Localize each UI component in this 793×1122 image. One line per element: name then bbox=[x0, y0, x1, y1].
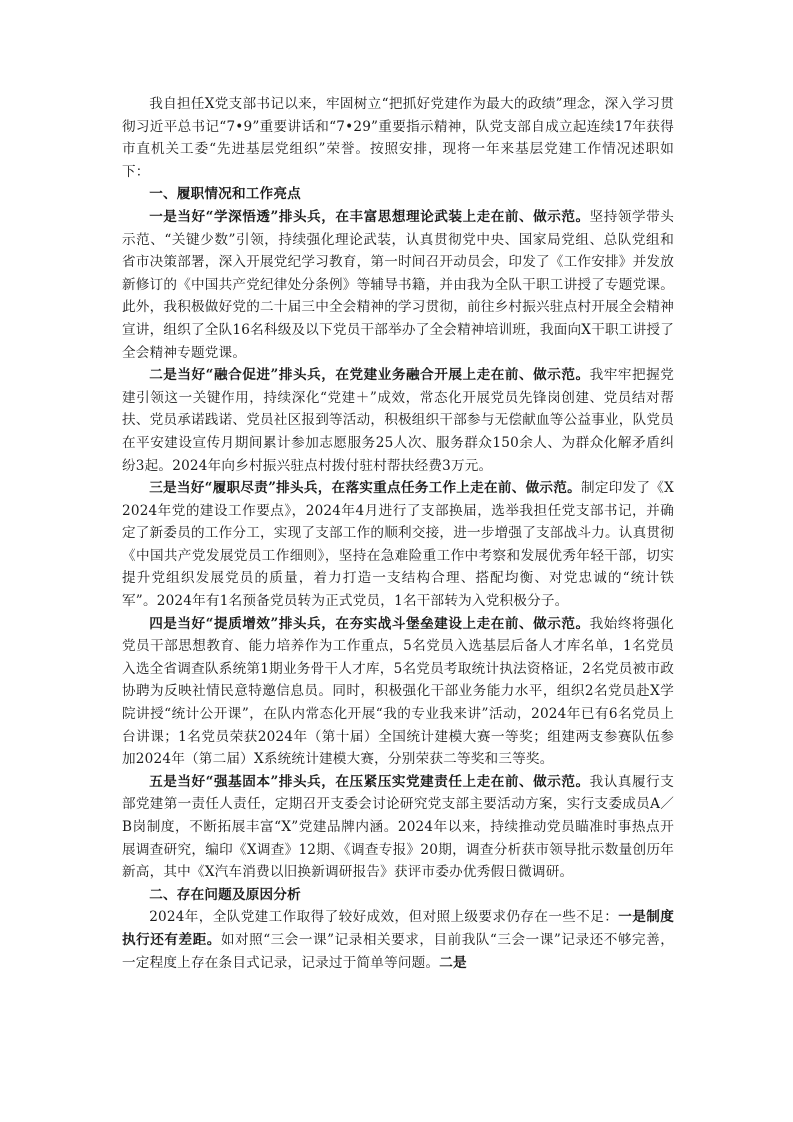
item-5-title: 五是当好“强基固本”排头兵，在压紧压实党建责任上走在前、做示范。 bbox=[149, 773, 590, 790]
problem-1-title: 一是制度执行还有差距。 bbox=[122, 909, 674, 948]
item-2-title: 二是当好“融合促进”排头兵，在党建业务融合开展上走在前、做示范。 bbox=[149, 367, 590, 384]
item-4-body: 我始终将强化党员干部思想教育、能力培养作为工作重点，5名党员入选基层后备人才库名单，1名党员入选全省调查队系统第1期业务骨干人才库，5名党员考取统计执法资格证，2名党员被市政协聘为反映社情民意特邀信息员。同时，积极强化干部业务能力水平，组织2名党员赴X学院讲授“统计公开课”，在队内常态化开展“我的专业我来讲”活动，2024年已有6名党员上台讲课；1名党员荣获2024年（第十届）全国统计建模大赛一等奖；组建两支参赛队伍参加2024年（第二届）X系统统计建模大赛，分别荣获二等奖和三等奖。 bbox=[122, 615, 674, 768]
item-4-paragraph bbox=[122, 613, 674, 771]
item-4-title: 四是当好“提质增效”排头兵，在夯实战斗堡垒建设上走在前、做示范。 bbox=[149, 615, 590, 632]
section-1-heading: 一、履职情况和工作亮点 bbox=[149, 186, 301, 203]
item-5-body: 我认真履行支部党建第一责任人责任，定期召开支委会讨论研究党支部主要活动方案，实行支委成员A／B岗制度，不断拓展丰富“X”党建品牌内涵。2024年以来，持续推动党员瞄准时事热点开展调查研究，编印《X调查》12期、《调查专报》20期，调查分析获市领导批示数量创历年新高，其中《X汽车消费以旧换新调研报告》获评市委办优秀假日微调研。 bbox=[122, 773, 674, 881]
item-2-body: 我牢牢把握党建引领这一关键作用，持续深化“党建＋”成效，常态化开展党员先锋岗创建、党员结对帮扶、党员承诺践诺、党员社区报到等活动，积极组织干部参与无偿献血等公益事业，队党员在平安建设宣传月期间累计参加志愿服务25人次、服务群众150余人、为群众化解矛盾纠纷3起。2024年向乡村振兴驻点村拨付驻村帮扶经费3万元。 bbox=[122, 367, 674, 474]
item-3-title: 三是当好“履职尽责”排头兵，在落实重点任务工作上走在前、做示范。 bbox=[149, 480, 581, 497]
section-2-lead: 2024年，全队党建工作取得了较好成效，但对照上级要求仍存在一些不足： bbox=[149, 909, 619, 926]
item-3-paragraph bbox=[122, 477, 674, 613]
item-3-body: 制定印发了《X2024年党的建设工作要点》，2024年4月进行了支部换届，选举我担任党支部书记，并确定了新委员的工作分工，实现了支部工作的顺利交接，进一步增强了支部战斗力。认真贯彻《中国共产党发展党员工作细则》，坚持在急难险重工作中考察和发展优秀年轻干部，切实提升党组织发展党员的质量，着力打造一支结构合理、搭配均衡、对党忠诚的“统计铁军”。2024年有1名预备党员转为正式党员，1名干部转为入党积极分子。 bbox=[122, 480, 674, 610]
item-1-title: 一是当好“学深悟透”排头兵，在丰富思想理论武装上走在前、做示范。 bbox=[149, 208, 590, 225]
document-body bbox=[122, 93, 674, 974]
problem-1-body: 如对照“三会一课”记录相关要求，目前我队“三会一课”记录还不够完善，一定程度上存在条目式记录，记录过于简单等问题。 bbox=[122, 931, 674, 971]
item-5-paragraph bbox=[122, 771, 674, 884]
section-2-heading: 二、存在问题及原因分析 bbox=[149, 886, 301, 903]
section-2-paragraph bbox=[122, 906, 674, 974]
item-2-paragraph bbox=[122, 364, 674, 477]
problem-2-title-start: 二是 bbox=[439, 954, 467, 971]
intro-paragraph: 我自担任X党支部书记以来，牢固树立“把抓好党建作为最大的政绩”理念，深入学习贯彻习近平总书记“7•9”重要讲话和“7•29”重要指示精神，队党支部自成立起连续17年获得市直机关工委“先进基层党组织”荣誉。按照安排，现将一年来基层党建工作情况述职如下： bbox=[122, 96, 674, 180]
item-1-body: 坚持领学带头示范、“关键少数”引领，持续强化理论武装，认真贯彻党中央、国家局党组、总队党组和省市决策部署，深入开展党纪学习教育，第一时间召开动员会，印发了《工作安排》并发放新修订的《中国共产党纪律处分条例》等辅导书籍，并由我为全队干职工讲授了专题党课。此外，我积极做好党的二十届三中全会精神的学习贯彻，前往乡村振兴驻点村开展全会精神宣讲，组织了全队16名科级及以下党员干部举办了全会精神培训班，我面向X干职工讲授了全会精神专题党课。 bbox=[122, 208, 674, 361]
item-1-paragraph bbox=[122, 206, 674, 364]
